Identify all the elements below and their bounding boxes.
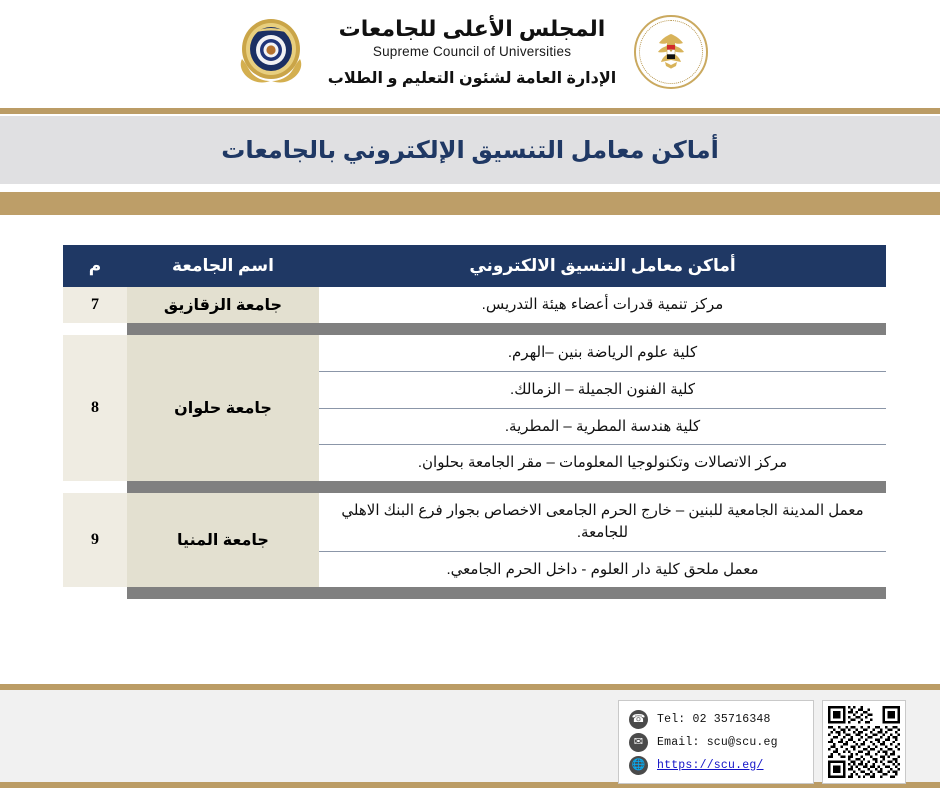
column-header-places: أماكن معامل التنسيق الالكتروني (319, 245, 886, 287)
table-head (63, 245, 886, 287)
separator-bar (319, 587, 886, 599)
cell-place: كلية علوم الرياضة بنين –الهرم. (319, 335, 886, 371)
header-titles (324, 16, 621, 89)
separator-gap (63, 587, 127, 599)
page-title-band (0, 116, 940, 184)
cell-place: مركز الاتصالات وتكنولوجيا المعلومات – مقر الجامعة بحلوان. (319, 445, 886, 481)
column-header-university: اسم الجامعة (127, 245, 319, 287)
supreme-council-of-universities-seal-icon (232, 15, 310, 89)
phone-number: Tel: 02 35716348 (657, 712, 771, 726)
contact-row-email (629, 733, 801, 752)
email-address: Email: scu@scu.eg (657, 735, 778, 749)
cell-university: جامعة الزقازيق (127, 287, 319, 323)
department-title-ar: الإدارة العامة لشئون التعليم و الطلاب (327, 70, 617, 88)
labs-table-container (63, 245, 886, 599)
globe-icon: 🌐 (629, 756, 648, 775)
separator-bar (127, 481, 319, 493)
separator-gap (63, 481, 127, 493)
table-row[interactable] (63, 335, 886, 371)
cell-place: كلية هندسة المطرية – المطرية. (319, 408, 886, 445)
separator-bar (127, 587, 319, 599)
cell-index: 8 (63, 335, 127, 481)
contact-row-phone (629, 710, 801, 729)
contact-info-box (618, 700, 814, 784)
contact-row-website[interactable] (629, 756, 801, 775)
footer-content (618, 700, 906, 784)
table-row[interactable] (63, 287, 886, 323)
table-body (63, 287, 886, 599)
org-title-en: Supreme Council of Universities (372, 43, 572, 59)
document-footer (0, 684, 940, 788)
table-row[interactable] (63, 493, 886, 551)
ministry-of-higher-education-emblem-icon (634, 15, 708, 89)
row-separator (63, 587, 886, 599)
cell-university: جامعة حلوان (127, 335, 319, 481)
separator-gap (63, 323, 127, 335)
envelope-icon: ✉ (629, 733, 648, 752)
cell-index: 9 (63, 493, 127, 587)
separator-bar (127, 323, 319, 335)
cell-place: كلية الفنون الجميلة – الزمالك. (319, 371, 886, 408)
header-gold-rule (0, 108, 940, 114)
cell-index: 7 (63, 287, 127, 323)
page-title: أماكن معامل التنسيق الإلكتروني بالجامعات (221, 136, 719, 164)
qr-code-box (822, 700, 906, 784)
website-link[interactable]: https://scu.eg/ (657, 758, 764, 772)
cell-place: معمل المدينة الجامعية للبنين – خارج الحرم الجامعى الاخصاص بجوار فرع البنك الاهلي للجامعة. (319, 493, 886, 551)
separator-bar (319, 323, 886, 335)
table-header-row (63, 245, 886, 287)
document-header (0, 0, 940, 104)
row-separator (63, 481, 886, 493)
qr-code[interactable] (828, 706, 900, 778)
column-header-index: م (63, 245, 127, 287)
row-separator (63, 323, 886, 335)
cell-place: مركز تنمية قدرات أعضاء هيئة التدريس. (319, 287, 886, 323)
org-title-ar: المجلس الأعلى للجامعات (338, 15, 606, 41)
phone-icon: ☎ (629, 710, 648, 729)
cell-university: جامعة المنيا (127, 493, 319, 587)
cell-place: معمل ملحق كلية دار العلوم - داخل الحرم الجامعي. (319, 551, 886, 587)
separator-bar (319, 481, 886, 493)
labs-table (63, 245, 886, 599)
gold-divider-band (0, 192, 940, 215)
